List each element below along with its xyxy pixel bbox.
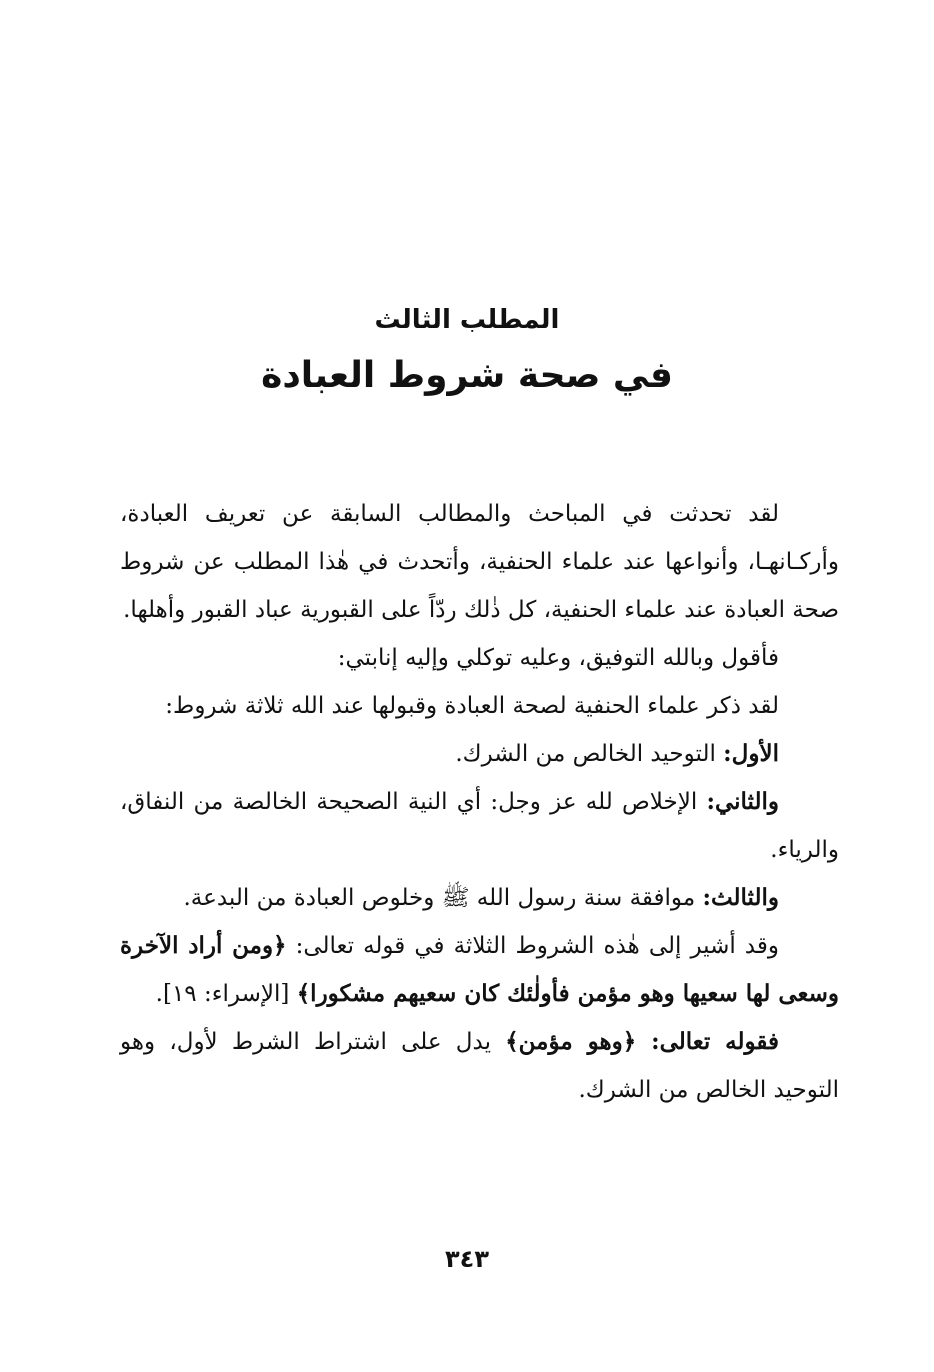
section-label: المطلب الثالث — [374, 305, 560, 335]
paragraph-first-condition — [120, 730, 839, 778]
page-number: ٣٤٣ — [445, 1245, 489, 1273]
verse-intro: وقد أشير إلى هٰذه الشروط الثلاثة في قوله تعالى: — [286, 933, 779, 959]
body-text — [120, 490, 839, 1114]
third-condition-label: والثالث: — [702, 884, 779, 911]
explanation-lead: فقوله تعالى: — [636, 1028, 779, 1055]
paragraph-quran-verse — [120, 922, 839, 1018]
paragraph-opening: فأقول وبالله التوفيق، وعليه توكلي وإليه إنابتي: — [337, 645, 779, 671]
explanation-text: يدل على اشتراط الشرط لأول، وهو التوحيد الخالص من الشرك. — [120, 1029, 839, 1103]
paragraph-conditions-intro: لقد ذكر علماء الحنفية لصحة العبادة وقبولها عند الله ثلاثة شروط: — [165, 693, 779, 719]
first-condition-text: التوحيد الخالص من الشرك. — [455, 741, 724, 767]
second-condition-text: الإخلاص لله عز وجل: أي النية الصحيحة الخالصة من النفاق، والرياء. — [120, 789, 839, 863]
paragraph-second-condition — [120, 778, 839, 874]
verse-quote: ﴿ومن أراد الآخرة وسعى لها سعيها وهو مؤمن فأولٰئك كان سعيهم مشكورا﴾ — [120, 932, 839, 1007]
verse-reference: [الإسراء: ١٩]. — [155, 981, 297, 1007]
third-condition-text: موافقة سنة رسول الله ﷺ وخلوص العبادة من البدعة. — [183, 885, 703, 911]
second-condition-label: والثاني: — [706, 788, 779, 815]
section-title: في صحة شروط العبادة — [261, 355, 673, 396]
paragraph-intro: لقد تحدثت في المباحث والمطالب السابقة عن تعريف العبادة، وأركـانهـا، وأنواعها عند علماء الحنفية، وأتحدث في هٰذا المطلب عن شروط صحة العبادة عند علماء الحنفية، كل ذٰلك ردّاً على القبورية عباد القبور وأهلها. — [120, 501, 839, 623]
explanation-quote: ﴿وهو مؤمن﴾ — [505, 1028, 637, 1055]
paragraph-verse-explanation — [120, 1018, 839, 1114]
paragraph-third-condition — [120, 874, 839, 922]
first-condition-label: الأول: — [723, 740, 779, 767]
